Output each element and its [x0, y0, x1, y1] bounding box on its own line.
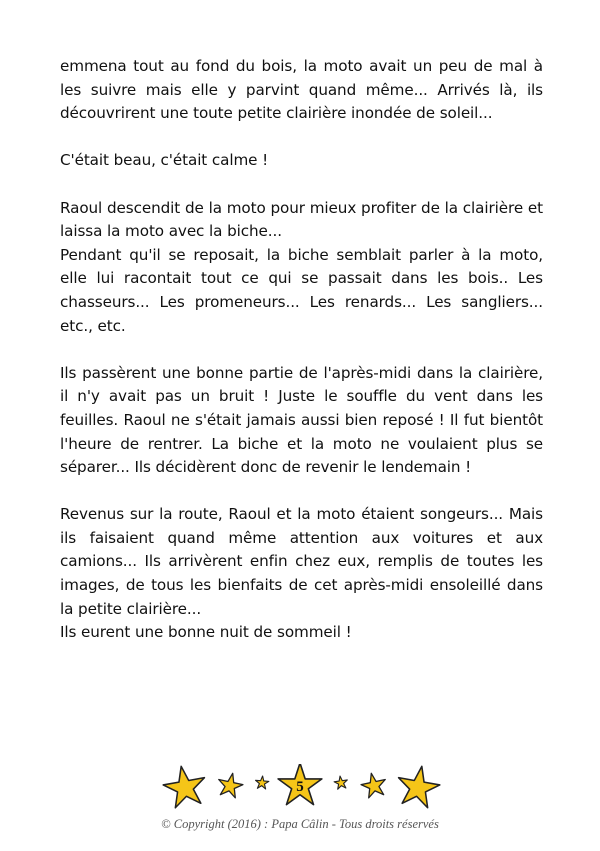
paragraph-calm: C'était beau, c'était calme !	[60, 151, 269, 170]
star-icon	[394, 764, 442, 809]
paragraph-good-night: Ils eurent une bonne nuit de sommeil !	[60, 623, 352, 642]
page-number: 5	[296, 779, 304, 795]
paragraph-raoul-descends: Raoul descendit de la moto pour mieux profiter de la clairière et laissa la moto avec la biche...	[60, 198, 543, 241]
star-icon	[161, 764, 209, 809]
paragraph-arrival: emmena tout au fond du bois, la moto avait un peu de mal à les suivre mais elle y parvint quand même... Arrivés là, ils découvrirent une toute petite clairière inondée de soleil...	[60, 57, 543, 123]
story-text	[60, 55, 543, 668]
paragraph-afternoon: Ils passèrent une bonne partie de l'après-midi dans la clairière, il n'y avait pas un bruit ! Juste le souffle du vent dans les feuilles. Raoul ne s'était jamais aussi bien reposé ! Il fut bientôt l'heure de rentrer. La biche et la moto ne voulaient plus se séparer... Ils décidèrent donc de revenir le lendemain !	[60, 363, 543, 477]
paragraph-biche-talks: Pendant qu'il se reposait, la biche semblait parler à la moto, elle lui racontait tout ce qui se passait dans les bois.. Les chasseurs... Les promeneurs... Les renards... Les sangliers... etc., etc.	[60, 245, 543, 335]
star-icon	[216, 771, 245, 799]
paragraph-return: Revenus sur la route, Raoul et la moto étaient songeurs... Mais ils faisaient quand même attention aux voitures et aux camions... Ils arrivèrent enfin chez eux, remplis de toutes les images, de tous les bienfaits de cet après-midi ensoleillé dans la petite clairière...	[60, 505, 543, 618]
star-icon	[333, 775, 348, 789]
copyright-notice: © Copyright (2016) : Papa Câlin - Tous droits réservés	[161, 817, 439, 831]
star-icon	[255, 775, 269, 789]
star-icon	[359, 771, 388, 799]
star-decoration	[0, 764, 600, 814]
